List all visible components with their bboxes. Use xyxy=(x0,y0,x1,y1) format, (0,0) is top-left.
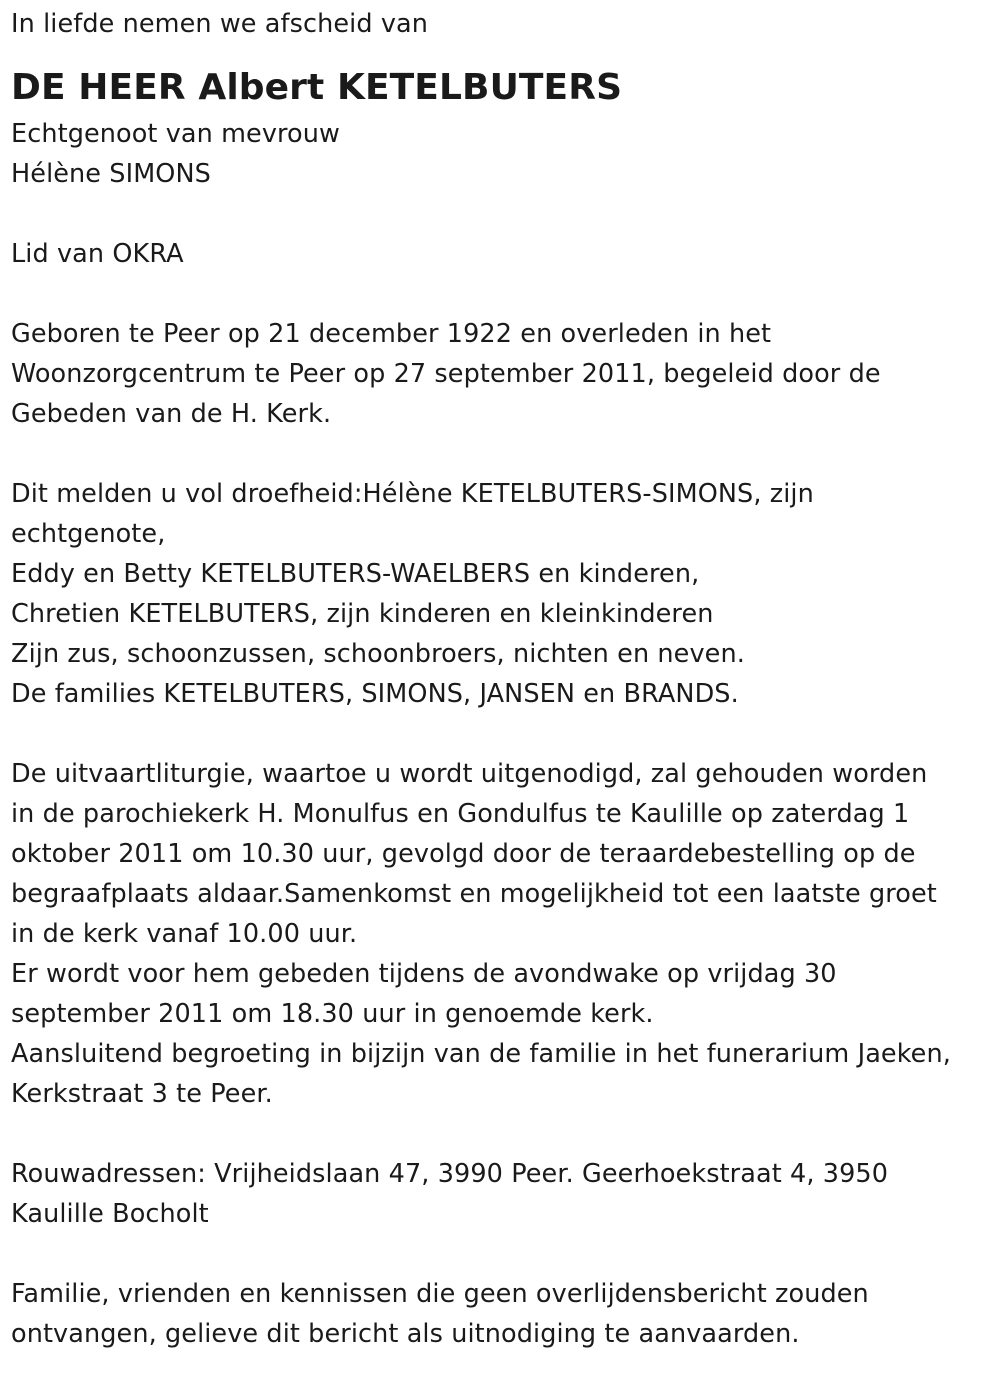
paragraph-line: oktober 2011 om 10.30 uur, gevolgd door de teraardebestelling op de xyxy=(11,839,916,869)
paragraph-line: in de parochiekerk H. Monulfus en Gondulfus te Kaulille op zaterdag 1 xyxy=(11,799,910,829)
deceased-name: DE HEER Albert KETELBUTERS xyxy=(11,67,623,108)
paragraph-line: Er wordt voor hem gebeden tijdens de avondwake op vrijdag 30 xyxy=(11,959,837,989)
paragraph-line: Rouwadressen: Vrijheidslaan 47, 3990 Peer. Geerhoekstraat 4, 3950 xyxy=(11,1159,889,1189)
paragraph-line: Geboren te Peer op 21 december 1922 en overleden in het xyxy=(11,319,772,349)
birth-death-paragraph xyxy=(11,314,991,434)
paragraph-line: echtgenote, xyxy=(11,519,166,549)
spouse-block xyxy=(11,114,991,194)
obituary-document xyxy=(11,4,991,1354)
paragraph-line: Dit melden u vol droefheid:Hélène KETELBUTERS-SIMONS, zijn xyxy=(11,479,814,509)
announcers-paragraph xyxy=(11,474,991,714)
paragraph-line: in de kerk vanaf 10.00 uur. xyxy=(11,919,358,949)
intro-text: In liefde nemen we afscheid van xyxy=(11,9,429,39)
paragraph-line: begraafplaats aldaar.Samenkomst en mogelijkheid tot een laatste groet xyxy=(11,879,937,909)
paragraph-line: Kerkstraat 3 te Peer. xyxy=(11,1079,273,1109)
paragraph-line: De families KETELBUTERS, SIMONS, JANSEN en BRANDS. xyxy=(11,679,739,709)
paragraph-line: Familie, vrienden en kennissen die geen overlijdensbericht zouden xyxy=(11,1279,869,1309)
membership-text: Lid van OKRA xyxy=(11,239,184,269)
paragraph-line: De uitvaartliturgie, waartoe u wordt uitgenodigd, zal gehouden worden xyxy=(11,759,928,789)
paragraph-line: september 2011 om 18.30 uur in genoemde kerk. xyxy=(11,999,654,1029)
paragraph-line: Gebeden van de H. Kerk. xyxy=(11,399,332,429)
paragraph-line: Aansluitend begroeting in bijzijn van de familie in het funerarium Jaeken, xyxy=(11,1039,951,1069)
spouse-name: Hélène SIMONS xyxy=(11,159,211,189)
paragraph-line: ontvangen, gelieve dit bericht als uitnodiging te aanvaarden. xyxy=(11,1319,800,1349)
paragraph-line: Zijn zus, schoonzussen, schoonbroers, nichten en neven. xyxy=(11,639,745,669)
addresses-paragraph xyxy=(11,1154,991,1234)
paragraph-line: Kaulille Bocholt xyxy=(11,1199,209,1229)
funeral-paragraph xyxy=(11,754,991,1114)
closing-paragraph xyxy=(11,1274,991,1354)
spouse-line: Echtgenoot van mevrouw xyxy=(11,119,340,149)
paragraph-line: Woonzorgcentrum te Peer op 27 september 2011, begeleid door de xyxy=(11,359,881,389)
paragraph-line: Eddy en Betty KETELBUTERS-WAELBERS en kinderen, xyxy=(11,559,700,589)
paragraph-line: Chretien KETELBUTERS, zijn kinderen en kleinkinderen xyxy=(11,599,714,629)
